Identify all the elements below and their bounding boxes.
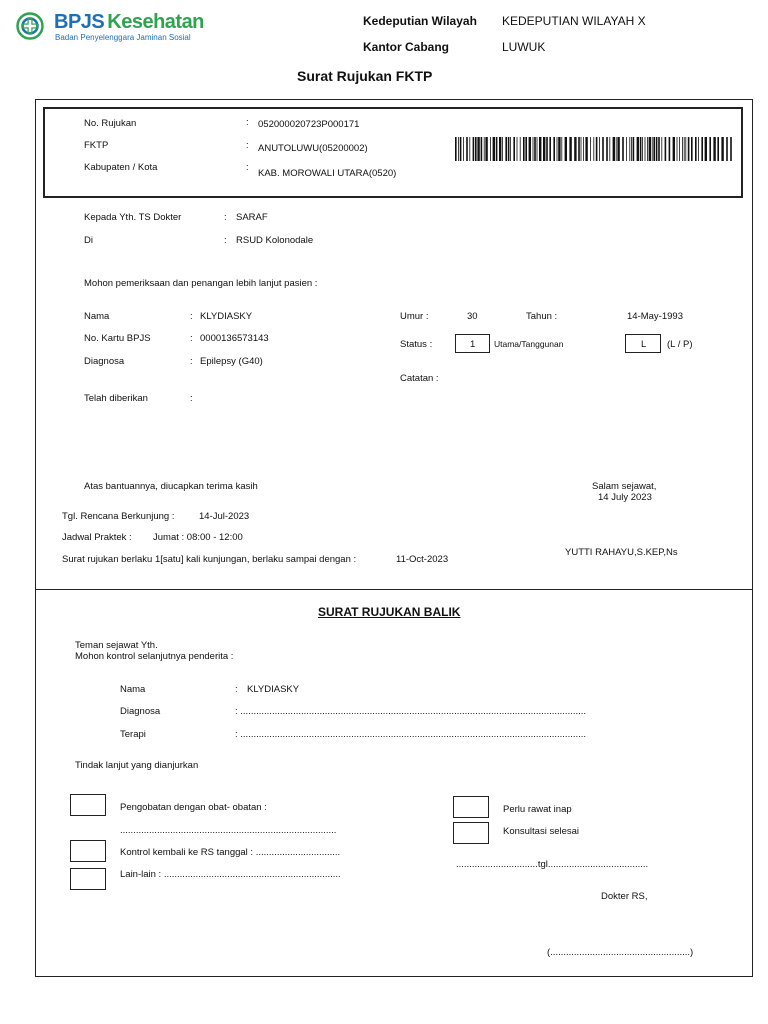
request-text: Mohon pemeriksaan dan penangan lebih lanjut pasien : (84, 278, 318, 289)
fktp-label: FKTP (84, 140, 109, 151)
patient-name-colon: : (190, 311, 193, 322)
city-label: Kabupaten / Kota (84, 162, 158, 173)
letter-date: 14 July 2023 (598, 492, 652, 503)
region-value: KEDEPUTIAN WILAYAH X (502, 14, 646, 28)
validity-date: 11-Oct-2023 (396, 554, 449, 565)
notes-label: Catatan : (400, 373, 439, 384)
diagnosis-colon: : (190, 356, 193, 367)
region-label: Kedeputian Wilayah (363, 14, 477, 28)
visit-label: Tgl. Rencana Berkunjung : (62, 511, 175, 522)
schedule-label: Jadwal Praktek : (62, 532, 132, 543)
given-colon: : (190, 393, 193, 404)
age-label: Umur : (400, 311, 429, 322)
meds-option: Pengobatan dengan obat- obatan : (120, 802, 267, 813)
diagnosis-label: Diagnosa (84, 356, 125, 367)
sex-box (625, 334, 661, 353)
other-option: Lain-lain : ................................................................... (120, 869, 341, 880)
return-name-label: Nama (120, 684, 146, 695)
card-value: 0000136573143 (200, 333, 269, 344)
followup-label: Tindak lanjut yang dianjurkan (75, 760, 199, 771)
inpatient-option: Perlu rawat inap (503, 804, 572, 815)
recipient-to-colon: : (224, 212, 227, 223)
return-greeting: Teman sejawat Yth. (75, 640, 158, 651)
fktp-colon: : (246, 140, 249, 151)
return-title: SURAT RUJUKAN BALIK (318, 605, 461, 619)
card-colon: : (190, 333, 193, 344)
done-checkbox[interactable] (453, 822, 489, 844)
dob-value: 14-May-1993 (627, 311, 683, 322)
branch-label: Kantor Cabang (363, 40, 450, 54)
doctor-label: Dokter RS, (601, 891, 648, 902)
barcode-icon (455, 137, 733, 161)
brand-primary: BPJS (54, 11, 105, 33)
return-request: Mohon kontrol selanjutnya penderita : (75, 651, 234, 662)
recipient-at-colon: : (224, 235, 227, 246)
recipient-at-label: Di (84, 235, 93, 246)
referral-no-value: 052000020723P000171 (258, 119, 360, 130)
status-desc: Utama/Tanggunan (494, 339, 564, 349)
section-divider (35, 589, 753, 590)
schedule-value: Jumat : 08:00 - 12:00 (153, 532, 243, 543)
sex-desc: (L / P) (667, 339, 693, 350)
done-option: Konsultasi selesai (503, 826, 580, 837)
thanks-text: Atas bantuannya, diucapkan terima kasih (84, 481, 258, 492)
greeting-text: Salam sejawat, (592, 481, 657, 492)
page-title: Surat Rujukan FKTP (297, 68, 433, 84)
branch-value: LUWUK (502, 40, 546, 54)
doctor-signature-line: (.....................................................) (547, 947, 694, 958)
meds-checkbox[interactable] (70, 794, 106, 816)
bpjs-logo-mark-icon (16, 12, 44, 40)
other-checkbox[interactable] (70, 868, 106, 890)
return-diagnosis-label: Diagnosa (120, 706, 161, 717)
brand-secondary: Kesehatan (107, 11, 204, 33)
diagnosis-value: Epilepsy (G40) (200, 356, 263, 367)
fktp-value: ANUTOLUWU(05200002) (258, 143, 368, 154)
return-name-colon: : (235, 684, 238, 695)
meds-line: .................................................................................. (120, 825, 337, 836)
status-label: Status : (400, 339, 433, 350)
card-label: No. Kartu BPJS (84, 333, 151, 344)
status-box (455, 334, 490, 353)
sex-value: L (641, 339, 647, 350)
referral-no-colon: : (246, 117, 249, 128)
given-label: Telah diberikan (84, 393, 148, 404)
recipient-at-value: RSUD Kolonodale (236, 235, 314, 246)
recipient-to-value: SARAF (236, 212, 268, 223)
return-therapy-line: : ................................................................................................................................... (235, 729, 587, 740)
age-value: 30 (467, 311, 478, 322)
return-diagnosis-line: : ................................................................................................................................... (235, 706, 587, 717)
city-value: KAB. MOROWALI UTARA(0520) (258, 168, 397, 179)
city-colon: : (246, 162, 249, 173)
control-checkbox[interactable] (70, 840, 106, 862)
patient-name-label: Nama (84, 311, 110, 322)
year-label: Tahun : (526, 311, 558, 322)
place-date-line: ...............................tgl...................................... (456, 859, 649, 870)
signer-name: YUTTI RAHAYU,S.KEP,Ns (565, 547, 678, 558)
recipient-to-label: Kepada Yth. TS Dokter (84, 212, 182, 223)
return-name-value: KLYDIASKY (247, 684, 300, 695)
status-value: 1 (470, 339, 476, 350)
patient-name-value: KLYDIASKY (200, 311, 253, 322)
visit-value: 14-Jul-2023 (199, 511, 250, 522)
control-option: Kontrol kembali ke RS tanggal : ................................ (120, 847, 341, 858)
validity-text: Surat rujukan berlaku 1[satu] kali kunjungan, berlaku sampai dengan : (62, 554, 357, 565)
referral-frame (35, 99, 753, 977)
return-therapy-label: Terapi (120, 729, 146, 740)
referral-no-label: No. Rujukan (84, 118, 137, 129)
brand-tagline: Badan Penyelenggara Jaminan Sosial (55, 33, 191, 42)
inpatient-checkbox[interactable] (453, 796, 489, 818)
